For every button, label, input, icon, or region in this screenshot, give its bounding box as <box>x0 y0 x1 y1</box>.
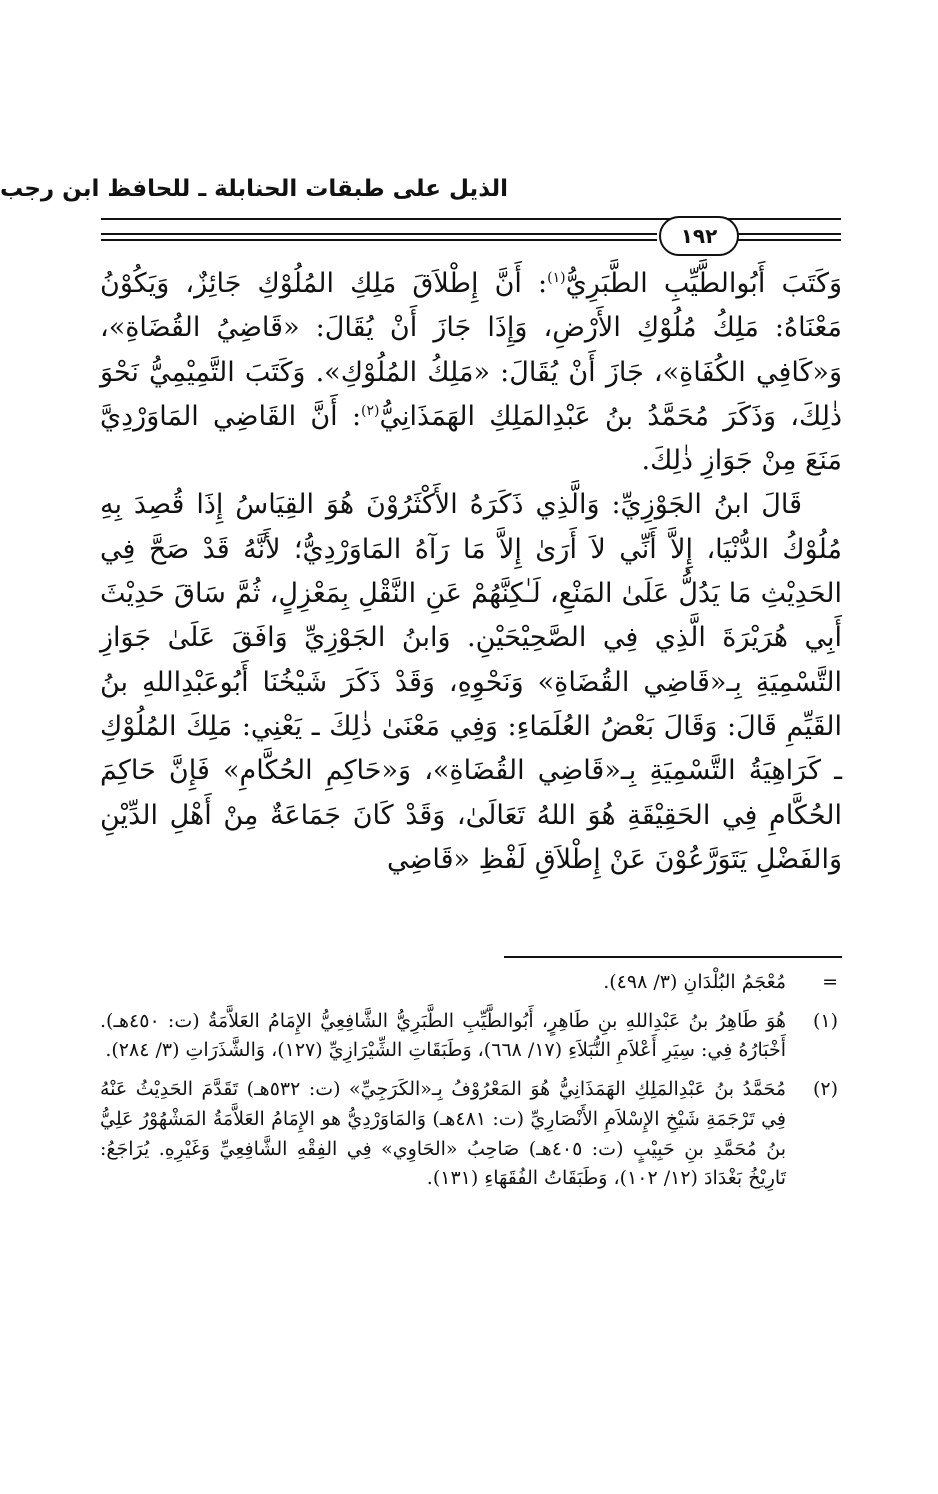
header-double-rule-right <box>738 233 841 235</box>
footnote-separator <box>504 956 842 958</box>
footnote-ref-2: (٢) <box>361 402 380 419</box>
paragraph-1-part-b: : أَنَّ إِطْلاَقَ مَلِكِ المُلُوْكِ جَائِزٌ، وَيَكُوْنُ مَعْنَاهُ: مَلِكُ مُلُوْكِ الأَرْضِ، وَإِذَا جَازَ أَنْ يُقَالَ: «قَاضِيُ القُضَاةِ»، وَ«كَافِي الكُفَاةِ»، جَازَ أَنْ يُقَالَ: «مَلِكُ المُلُوْكِ». وَكَتَبَ التَّمِيْمِيُّ نَحْوَ ذٰلِكَ، وَذَكَرَ مُحَمَّدُ بنُ عَبْدِالمَلِكِ الهَمَذَانِيُّ <box>100 268 843 432</box>
footnote-mark: (١) <box>812 1009 838 1032</box>
footnote-continuation <box>100 968 842 998</box>
paragraph-1-part-c: : أَنَّ القَاضِي المَاوَرْدِيَّ مَنَعَ مِنْ جَوَازِ ذٰلِكَ. <box>100 400 842 477</box>
footnote-1 <box>100 1007 842 1066</box>
main-text <box>100 262 842 882</box>
footnote-mark: (٢) <box>812 1078 838 1101</box>
footnote-text: هُوَ طَاهِرُ بنُ عَبْدِاللهِ بنِ طَاهِرٍ، أَبُوالطَّيِّبِ الطَّبَرِيُّ الشَّافِعِيُّ الإِمَامُ العَلاَّمَةُ (ت: ٤٥٠هـ). أَخْبَارُهُ فِي: سِيَرِ أَعْلاَمِ النُّبَلاَءِ (١٧/ ٦٦٨)، وَطَبَقَاتِ الشِّيْرَازِيِّ (١٢٧)، وَالشَّذَرَاتِ (٣/ ٢٨٤). <box>100 1009 786 1062</box>
header-double-rule-left-lower <box>101 239 657 241</box>
page-number: ١٩٢ <box>659 216 739 256</box>
footnotes <box>100 968 842 1194</box>
footnote-ref-1: (١) <box>547 270 566 286</box>
header-double-rule-left <box>101 233 657 235</box>
footnote-text: مُحَمَّدُ بنُ عَبْدِالمَلِكِ الهَمَذَانِيُّ هُوَ المَعْرُوْفُ بِـ«الكَرَجِيِّ» (ت: ٥٣٢هـ) تَقَدَّمَ الحَدِيْثُ عَنْهُ فِي تَرْجَمَةِ شَيْخِ الإِسْلاَمِ الأَنْصَارِيِّ (ت: ٤٨١هـ) وَالمَاوَرْدِيُّ هو الإِمَامُ العَلاَّمَةُ المَشْهُوْرُ عَلِيُّ بنُ مُحَمَّدِ بنِ حَبِيْبٍ (ت: ٤٠٥هـ) صَاحِبُ «الحَاوِي» فِي الفِقْهِ الشَّافِعِيِّ وَغَيْرِهِ. يُرَاجَعُ: تَارِيْخُ بَغْدَادَ (١٢/ ١٠٢)، وَطَبَقَاتُ الفُقَهَاءِ (١٣١). <box>100 1078 786 1190</box>
paragraph-1 <box>100 262 842 483</box>
paragraph-2: قَالَ ابنُ الجَوْزِيِّ: وَالَّذِي ذَكَرَهُ الأَكْثَرُوْنَ هُوَ القِيَاسُ إِذَا قُصِدَ بِهِ مُلُوْكُ الدُّنْيَا، إِلاَّ أَنِّي لاَ أَرَىٰ إِلاَّ مَا رَآهُ المَاوَرْدِيُّ؛ لأَنَّهُ قَدْ صَحَّ فِي الحَدِيْثِ مَا يَدُلُّ عَلَىٰ المَنْعِ، لَـٰكِنَّهُمْ عَنِ النَّقْلِ بِمَعْزِلٍ، ثُمَّ سَاقَ حَدِيْثَ أَبِي هُرَيْرَةَ الَّذِي فِي الصَّحِيْحَيْنِ. وَابنُ الجَوْزِيِّ وَافَقَ عَلَىٰ جَوَازِ التَّسْمِيَةِ بِـ«قَاضِي القُضَاةِ» وَنَحْوِهِ، وَقَدْ ذَكَرَ شَيْخُنَا أَبُوعَبْدِاللهِ بنُ القَيِّمِ قَالَ: وَقَالَ بَعْضُ العُلَمَاءِ: وَفِي مَعْنَىٰ ذٰلِكَ ـ يَعْنِي: مَلِكَ المُلُوْكِ ـ كَرَاهِيَةُ التَّسْمِيَةِ بِـ«قَاضِي القُضَاةِ»، وَ«حَاكِمِ الحُكَّامِ» فَإِنَّ حَاكِمَ الحُكَّامِ فِي الحَقِيْقَةِ هُوَ اللهُ تَعَالَىٰ، وَقَدْ كَانَ جَمَاعَةٌ مِنْ أَهْلِ الدِّيْنِ وَالفَضْلِ يَتَوَرَّعُوْنَ عَنْ إِطْلاَقِ لَفْظِ «قَاضِي <box>100 489 842 875</box>
footnote-2 <box>100 1075 842 1194</box>
header-double-rule-right-lower <box>738 239 841 241</box>
footnote-mark: = <box>822 971 838 993</box>
running-title: الذيل على طبقات الحنابلة ـ للحافظ ابن رجب <box>0 176 508 202</box>
footnote-text: مُعْجَمُ البُلْدَانِ (٣/ ٤٩٨). <box>603 971 786 993</box>
paragraph-1-part-a: وَكَتَبَ أَبُوالطَّيِّبِ الطَّبَرِيُّ <box>565 268 843 299</box>
